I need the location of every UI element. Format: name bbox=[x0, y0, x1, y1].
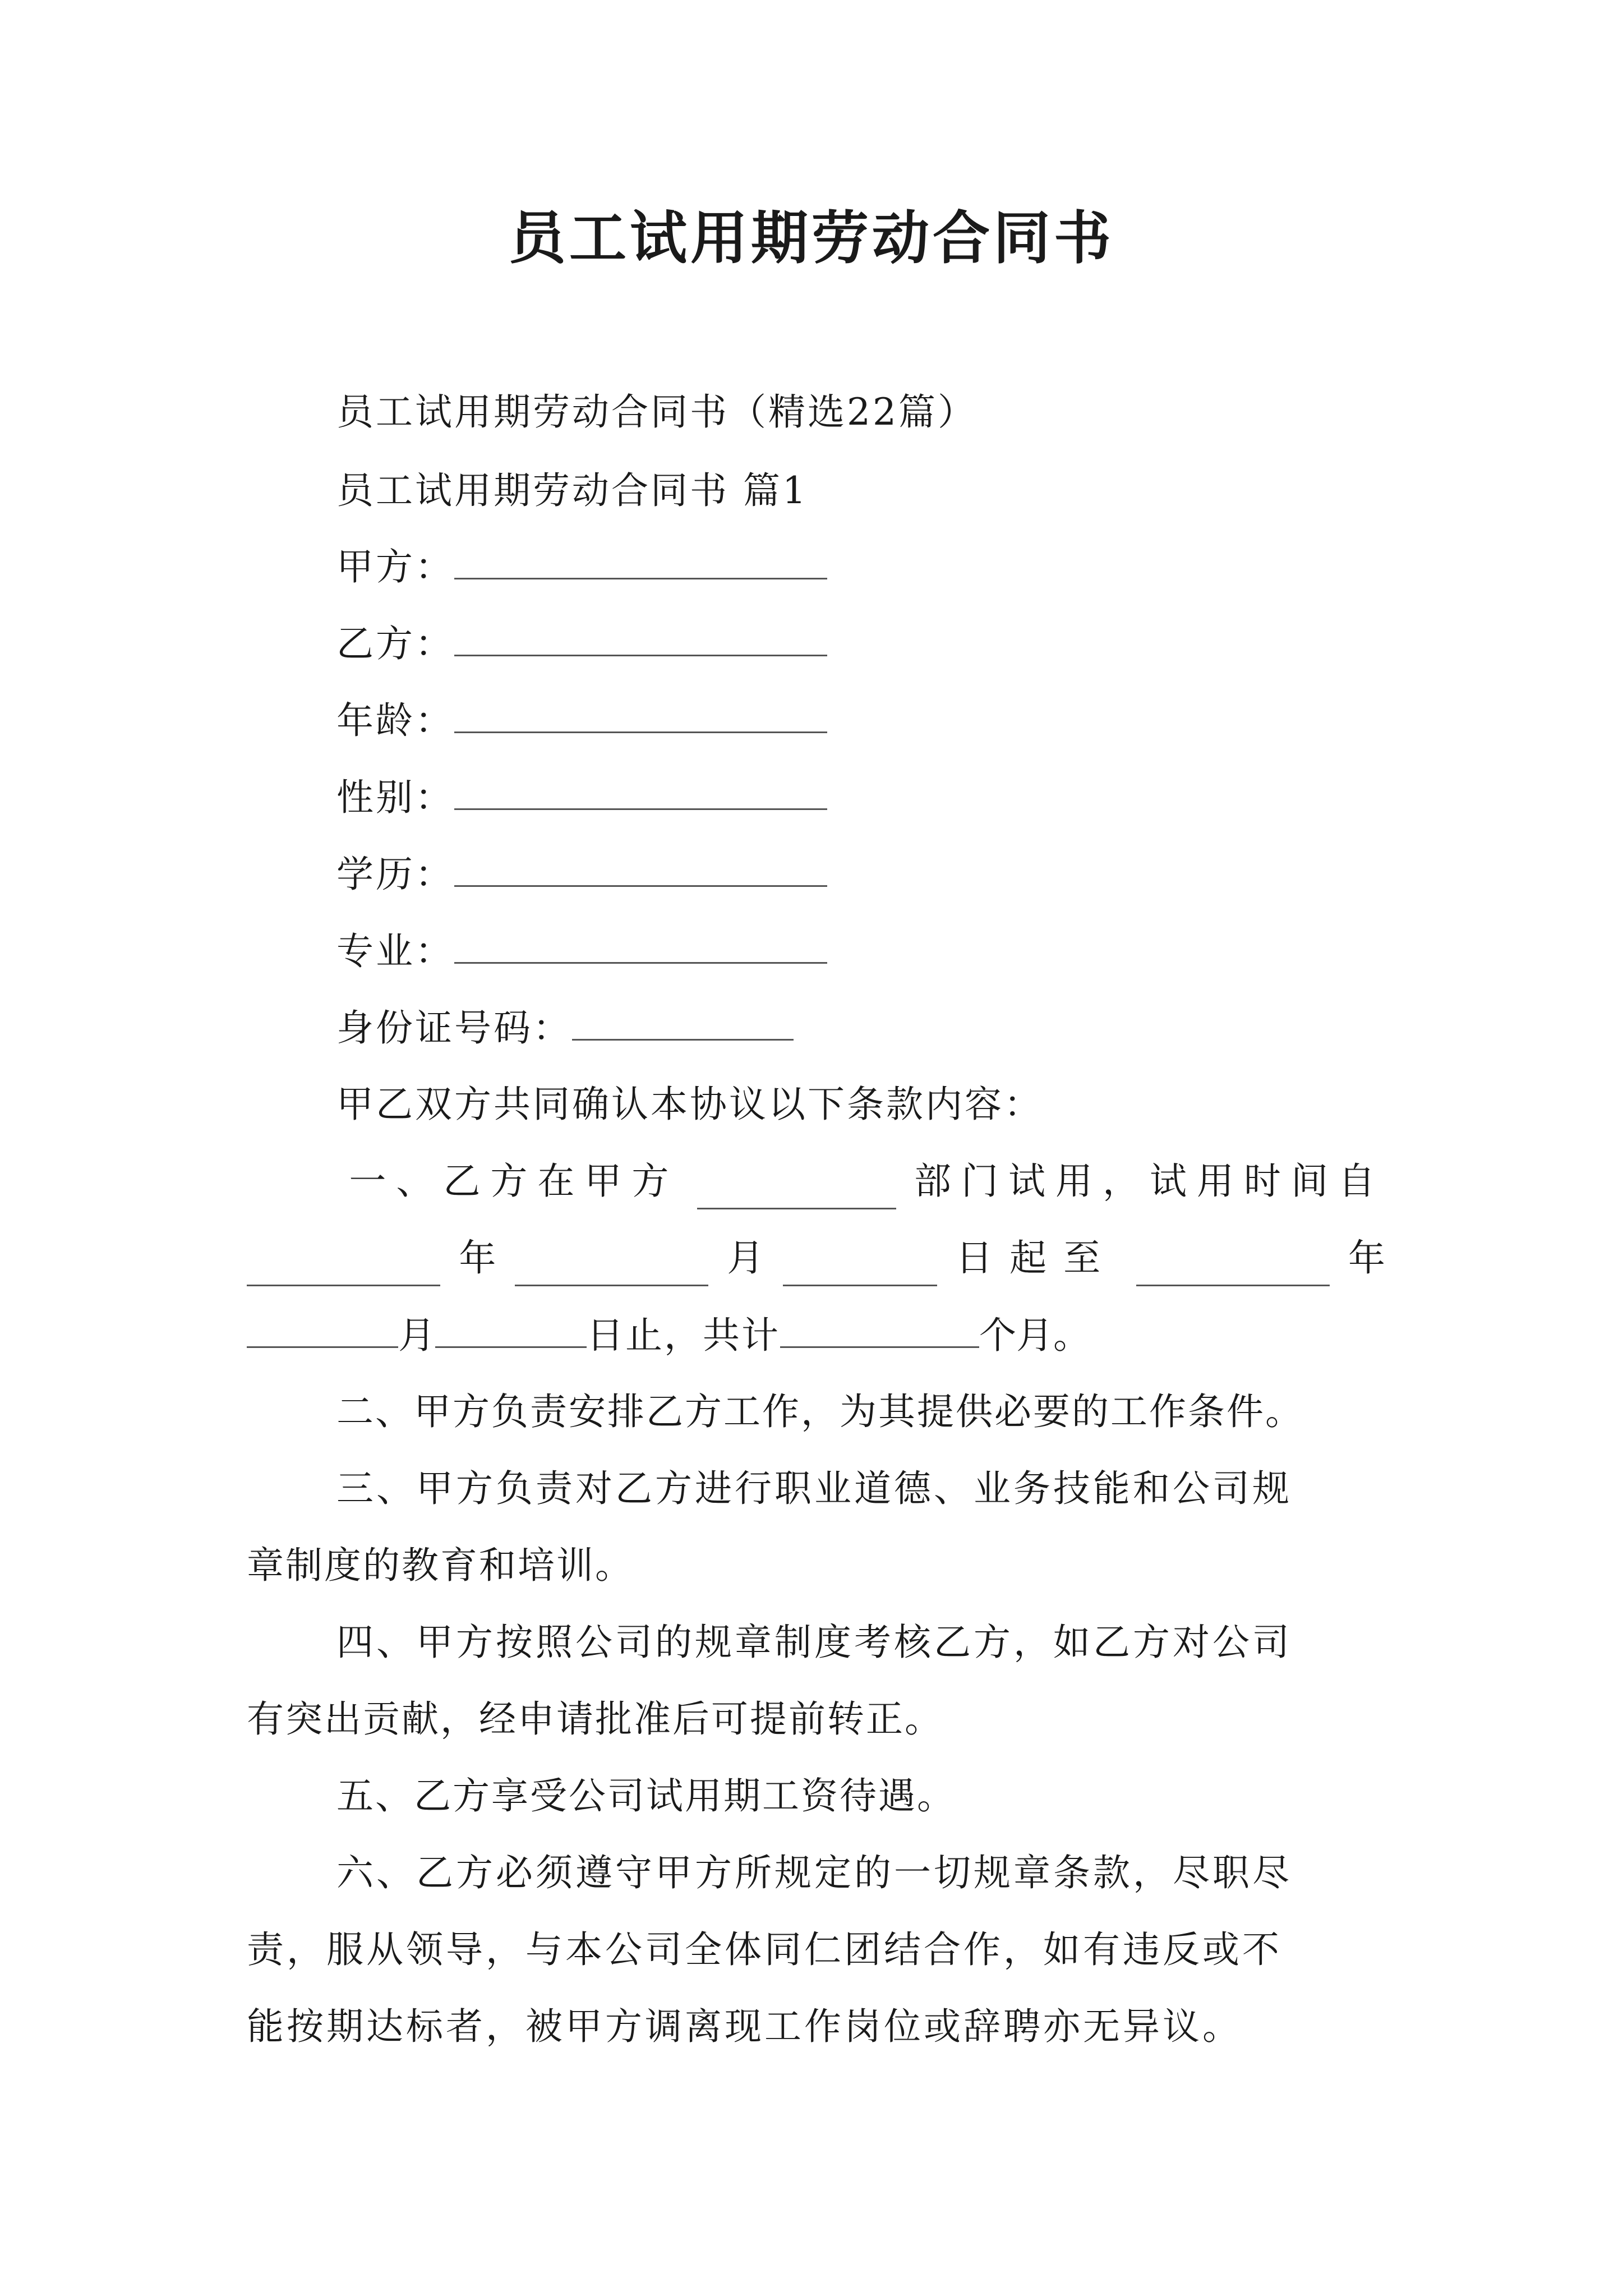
blank-line bbox=[454, 923, 827, 964]
field-label: 性别： bbox=[336, 776, 454, 819]
clause4-line1: 四、甲方按照公司的规章制度考核乙方，如乙方对公司 bbox=[336, 1621, 1292, 1664]
clause2: 二、甲方负责安排乙方工作，为其提供必要的工作条件。 bbox=[336, 1390, 1304, 1433]
field-education bbox=[336, 846, 827, 903]
clause3-line2: 章制度的教育和培训。 bbox=[247, 1544, 634, 1587]
field-id-number bbox=[336, 1000, 794, 1056]
clause1-line2 bbox=[247, 1230, 1385, 1286]
blank-line bbox=[247, 1245, 440, 1286]
clause1-months: 个月。 bbox=[979, 1314, 1090, 1357]
clause6-line3: 能按期达标者，被甲方调离现工作岗位或辞聘亦无异议。 bbox=[247, 2005, 1242, 2048]
clause1-day-from: 日起至 bbox=[956, 1236, 1118, 1280]
blank-line bbox=[454, 769, 827, 810]
blank-line bbox=[454, 846, 827, 887]
field-label: 乙方： bbox=[336, 622, 454, 665]
field-label: 专业： bbox=[336, 930, 454, 973]
clause4-line2: 有突出贡献，经申请批准后可提前转正。 bbox=[247, 1697, 943, 1741]
clause1-year2: 年 bbox=[1348, 1236, 1385, 1280]
clause6-line2: 责，服从领导，与本公司全体同仁团结合作，如有违反或不 bbox=[247, 1928, 1282, 1971]
clause1-year: 年 bbox=[459, 1236, 496, 1280]
field-label: 学历： bbox=[336, 853, 454, 896]
clause5: 五、乙方享受公司试用期工资待遇。 bbox=[336, 1774, 956, 1818]
field-label: 年龄： bbox=[336, 699, 454, 742]
field-party-b bbox=[336, 615, 827, 672]
blank-line bbox=[697, 1168, 896, 1209]
blank-line bbox=[454, 539, 827, 579]
blank-line bbox=[515, 1245, 708, 1286]
section-heading: 员工试用期劳动合同书 篇1 bbox=[336, 469, 808, 512]
clause1-day-end: 日止，共计 bbox=[587, 1314, 780, 1357]
blank-line bbox=[780, 1307, 979, 1348]
blank-line bbox=[247, 1307, 398, 1348]
clause1-line1 bbox=[247, 1153, 1385, 1209]
blank-line bbox=[435, 1307, 587, 1348]
clause1-text-b: 部门试用，试用时间自 bbox=[914, 1159, 1385, 1203]
clause1-month: 月 bbox=[727, 1236, 764, 1280]
blank-line bbox=[454, 615, 827, 656]
blank-line bbox=[1136, 1245, 1330, 1286]
field-major bbox=[336, 923, 827, 979]
blank-line bbox=[572, 1000, 794, 1041]
field-age bbox=[336, 692, 827, 749]
clause1-month2: 月 bbox=[398, 1314, 435, 1357]
field-party-a bbox=[336, 539, 827, 595]
subtitle: 员工试用期劳动合同书（精选22篇） bbox=[336, 390, 977, 434]
document-title: 员工试用期劳动合同书 bbox=[509, 205, 1114, 272]
field-label: 甲方： bbox=[336, 545, 454, 588]
intro-text: 甲乙双方共同确认本协议以下条款内容： bbox=[336, 1083, 1043, 1126]
field-label: 身份证号码： bbox=[336, 1006, 572, 1050]
field-gender bbox=[336, 769, 827, 826]
clause1-line3 bbox=[247, 1307, 1385, 1364]
blank-line bbox=[454, 692, 827, 733]
clause6-line1: 六、乙方必须遵守甲方所规定的一切规章条款，尽职尽 bbox=[336, 1851, 1292, 1894]
clause3-line1: 三、甲方负责对乙方进行职业道德、业务技能和公司规 bbox=[336, 1467, 1292, 1510]
clause1-text-a: 一、乙方在甲方 bbox=[349, 1159, 679, 1203]
blank-line bbox=[783, 1245, 937, 1286]
